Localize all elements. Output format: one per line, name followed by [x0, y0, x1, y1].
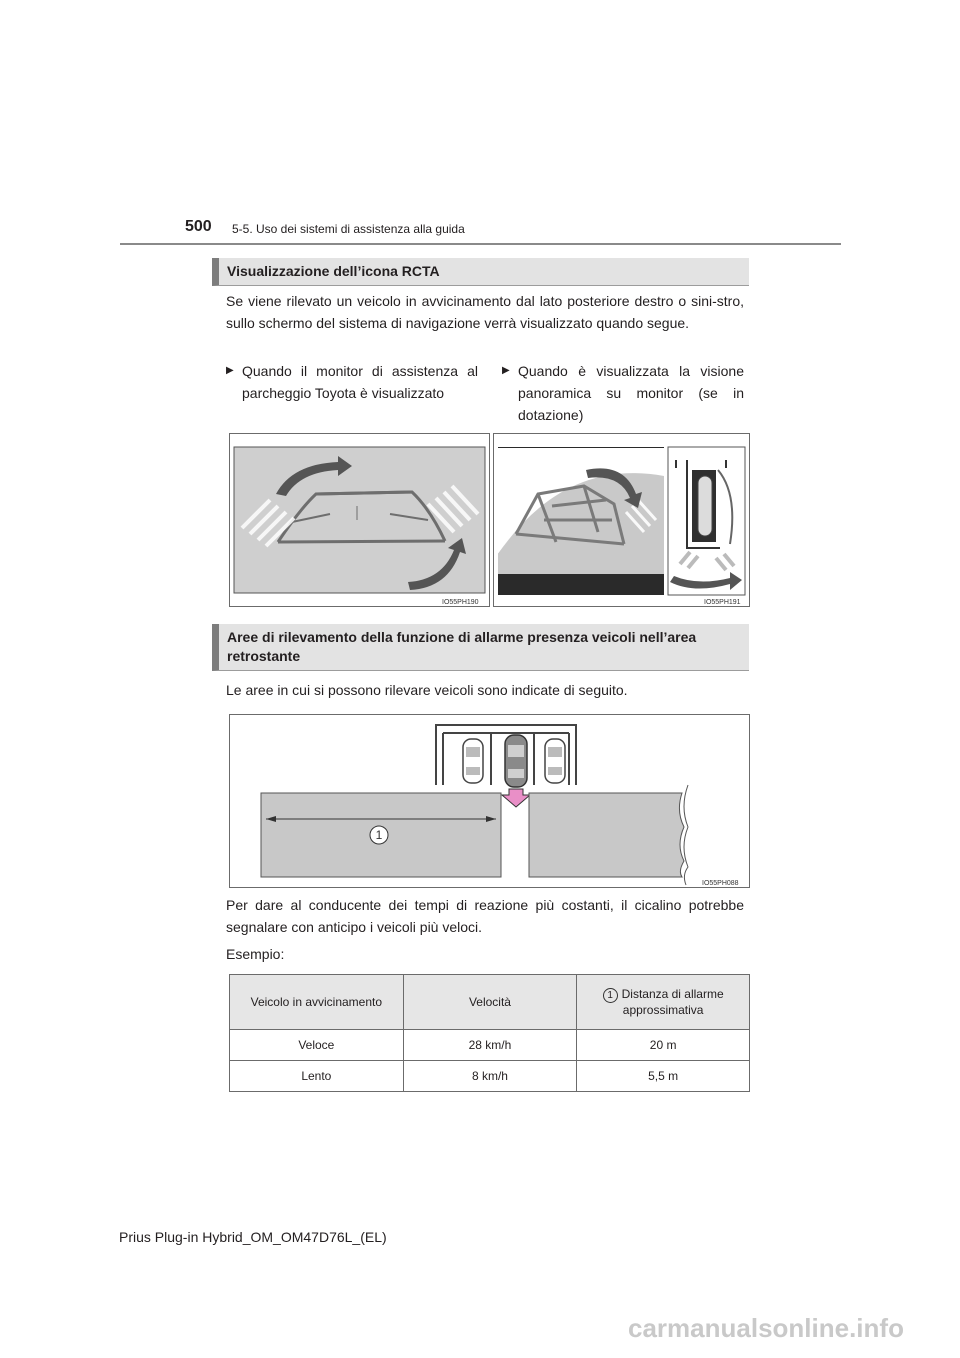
detection-area-right [529, 793, 684, 877]
figure-code: IO55PH191 [704, 599, 741, 606]
callout-number: 1 [603, 988, 618, 1003]
table-header-cell: Veicolo in avvicinamento [230, 975, 404, 1030]
page-number: 500 [185, 218, 212, 235]
callout-number: 1 [375, 828, 383, 842]
table-header-cell [577, 975, 750, 1030]
heading-rcta-display: Visualizzazione dell’icona RCTA [212, 258, 749, 286]
bullet-arrow-icon: ▶ [502, 365, 510, 376]
table-cell: 5,5 m [577, 1061, 750, 1092]
table-cell: Lento [230, 1061, 404, 1092]
warning-distance-table [229, 974, 750, 1092]
footer-manual-id: Prius Plug-in Hybrid_OM_OM47D76L_(EL) [119, 1229, 387, 1245]
figure-panoramic-monitor [493, 433, 750, 607]
table-header-text: Distanza di allarme approssimativa [621, 987, 724, 1017]
bullet-arrow-icon: ▶ [226, 365, 234, 376]
table-cell: Veloce [230, 1030, 404, 1061]
figure-code: IO55PH190 [442, 599, 479, 606]
bullet-right-text: Quando è visualizzata la visione panoramica su monitor (se in dotazione) [518, 363, 744, 423]
watermark: carmanualsonline.info [628, 1313, 904, 1343]
table-row [230, 1030, 750, 1061]
reverse-arrow-icon [502, 789, 530, 807]
header-rule [120, 243, 841, 245]
figure-parking-monitor [229, 433, 490, 607]
figure-detection-areas [229, 714, 750, 888]
section-title: 5-5. Uso dei sistemi di assistenza alla guida [232, 222, 465, 236]
detection-area-illustration [230, 715, 749, 887]
detection-note-text: Per dare al conducente dei tempi di reazione più costanti, il cicalino potrebbe segnalare con anticipo i veicoli più veloci. [226, 897, 744, 935]
bullet-left-text: Quando il monitor di assistenza al parcheggio Toyota è visualizzato [242, 363, 478, 401]
parked-car-right-icon [545, 739, 565, 783]
detection-intro-text: Le aree in cui si possono rilevare veicoli sono indicate di seguito. [226, 682, 628, 698]
table-cell: 20 m [577, 1030, 750, 1061]
table-header-cell: Velocità [403, 975, 577, 1030]
bullet-toyota-monitor [226, 360, 478, 404]
parked-car-left-icon [463, 739, 483, 783]
panoramic-monitor-illustration [494, 434, 749, 606]
rcta-intro-text: Se viene rilevato un veicolo in avvicinamento dal lato posteriore destro o sini-stro, sullo schermo del sistema di navigazione verrà visualizzato quando segue. [226, 293, 744, 331]
table-header-row [230, 975, 750, 1030]
own-vehicle-icon [505, 735, 527, 787]
table-row [230, 1061, 750, 1092]
heading-detection-areas: Aree di rilevamento della funzione di allarme presenza veicoli nell’area retrostante [212, 624, 749, 671]
table-cell: 8 km/h [403, 1061, 577, 1092]
figure-code: IO55PH088 [702, 880, 739, 887]
example-label: Esempio: [226, 946, 285, 962]
bullet-panoramic-view [502, 360, 744, 426]
table-cell: 28 km/h [403, 1030, 577, 1061]
parking-monitor-illustration [230, 434, 489, 606]
